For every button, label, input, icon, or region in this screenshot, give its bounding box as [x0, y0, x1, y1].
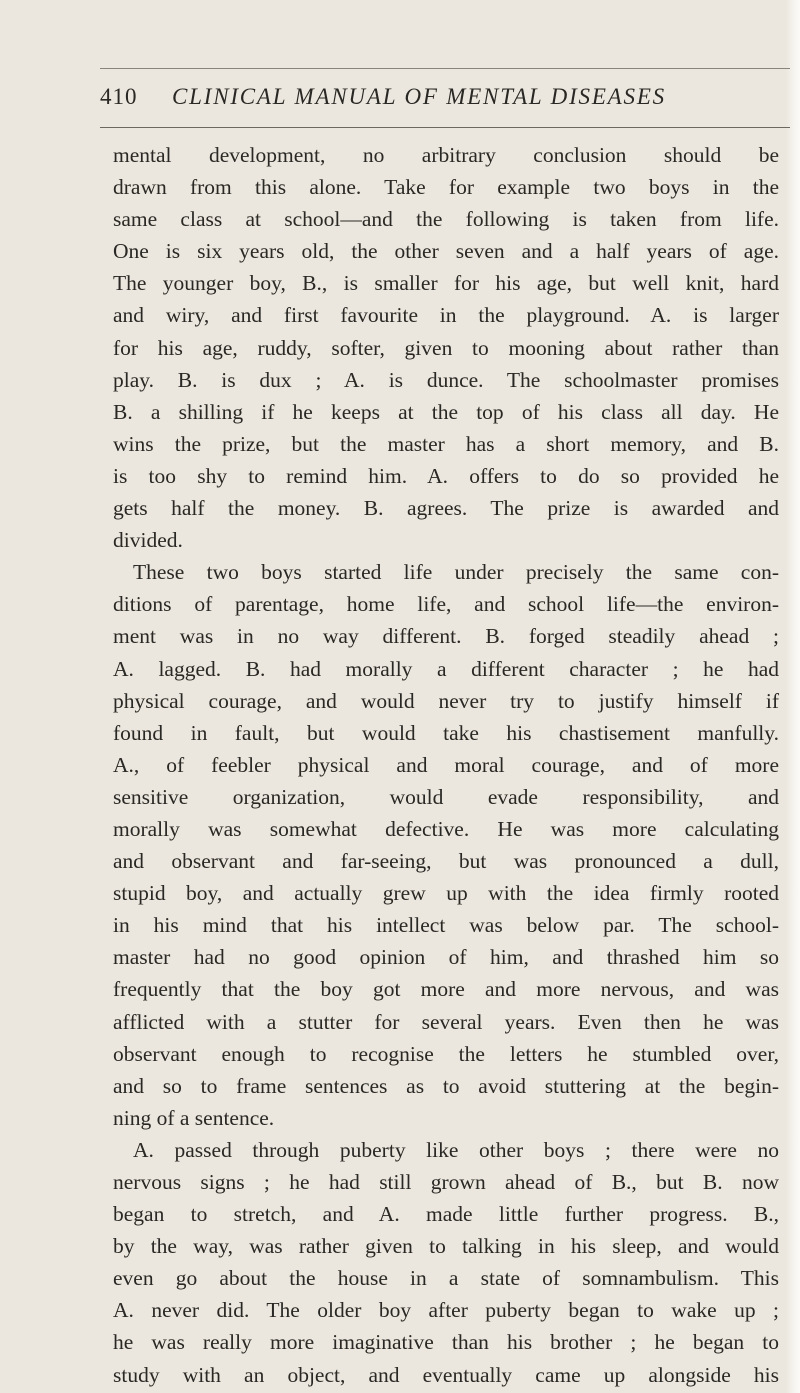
text-line: even go about the house in a state of somnambulism. This	[113, 1266, 779, 1291]
text-line: and observant and far-seeing, but was pronounced a dull,	[113, 849, 779, 874]
text-line: divided.	[113, 528, 183, 553]
text-line: ment was in no way different. B. forged steadily ahead ;	[113, 624, 779, 649]
text-line: A. passed through puberty like other boys ; there were no	[133, 1137, 779, 1162]
text-line: frequently that the boy got more and more nervous, and was	[113, 977, 779, 1002]
text-line: study with an object, and eventually came up alongside his	[113, 1362, 779, 1387]
text-line: began to stretch, and A. made little further progress. B.,	[113, 1202, 779, 1227]
running-head	[100, 84, 790, 114]
text-line: ditions of parentage, home life, and school life—the environ-	[113, 592, 779, 617]
text-line: B. a shilling if he keeps at the top of his class all day. He	[113, 399, 779, 424]
text-line: found in fault, but would take his chastisement manfully.	[113, 720, 779, 745]
header-rule-bottom	[100, 127, 790, 128]
header-rule-top	[100, 68, 790, 69]
text-line: ning of a sentence.	[113, 1105, 275, 1130]
text-line: master had no good opinion of him, and thrashed him so	[113, 945, 779, 970]
text-line: stupid boy, and actually grew up with the idea firmly rooted	[113, 881, 779, 906]
body-text	[113, 139, 779, 1391]
text-line: A. never did. The older boy after puberty began to wake up ;	[113, 1298, 779, 1323]
paragraph-3	[113, 1134, 779, 1391]
running-head-title: CLINICAL MANUAL OF MENTAL DISEASES	[172, 84, 666, 109]
text-line: A. lagged. B. had morally a different character ; he had	[113, 656, 779, 681]
text-line: mental development, no arbitrary conclusion should be	[113, 143, 779, 167]
text-line: wins the prize, but the master has a short memory, and B.	[113, 431, 779, 456]
text-line: sensitive organization, would evade responsibility, and	[113, 784, 779, 809]
page-number: 410	[100, 84, 138, 109]
text-line: same class at school—and the following is taken from life.	[113, 207, 779, 232]
text-line: for his age, ruddy, softer, given to mooning about rather than	[113, 335, 779, 360]
text-line: These two boys started life under precisely the same con-	[133, 560, 779, 585]
text-line: nervous signs ; he had still grown ahead of B., but B. now	[113, 1170, 779, 1194]
text-line: A., of feebler physical and moral courage, and of more	[113, 752, 779, 777]
text-line: The younger boy, B., is smaller for his age, but well knit, hard	[113, 271, 779, 296]
text-line: gets half the money. B. agrees. The prize is awarded and	[113, 496, 779, 521]
text-line: afflicted with a stutter for several years. Even then he was	[113, 1009, 779, 1034]
text-line: is too shy to remind him. A. offers to do so provided he	[113, 463, 779, 488]
text-line: One is six years old, the other seven and a half years of age.	[113, 239, 779, 264]
text-line: he was really more imaginative than his brother ; he began to	[113, 1330, 779, 1355]
paragraph-2	[113, 556, 779, 1134]
text-line: observant enough to recognise the letters he stumbled over,	[113, 1041, 779, 1066]
text-line: morally was somewhat defective. He was more calculating	[113, 816, 779, 841]
text-line: in his mind that his intellect was below par. The school-	[113, 913, 779, 938]
text-line: physical courage, and would never try to justify himself if	[113, 688, 779, 713]
text-line: play. B. is dux ; A. is dunce. The schoolmaster promises	[113, 367, 779, 392]
text-line: by the way, was rather given to talking in his sleep, and would	[113, 1234, 779, 1259]
text-line: and so to frame sentences as to avoid stuttering at the begin-	[113, 1073, 779, 1098]
page-edge	[786, 0, 800, 1393]
text-line: drawn from this alone. Take for example two boys in the	[113, 175, 779, 200]
paragraph-1	[113, 139, 779, 556]
text-line: and wiry, and first favourite in the playground. A. is larger	[113, 303, 779, 328]
